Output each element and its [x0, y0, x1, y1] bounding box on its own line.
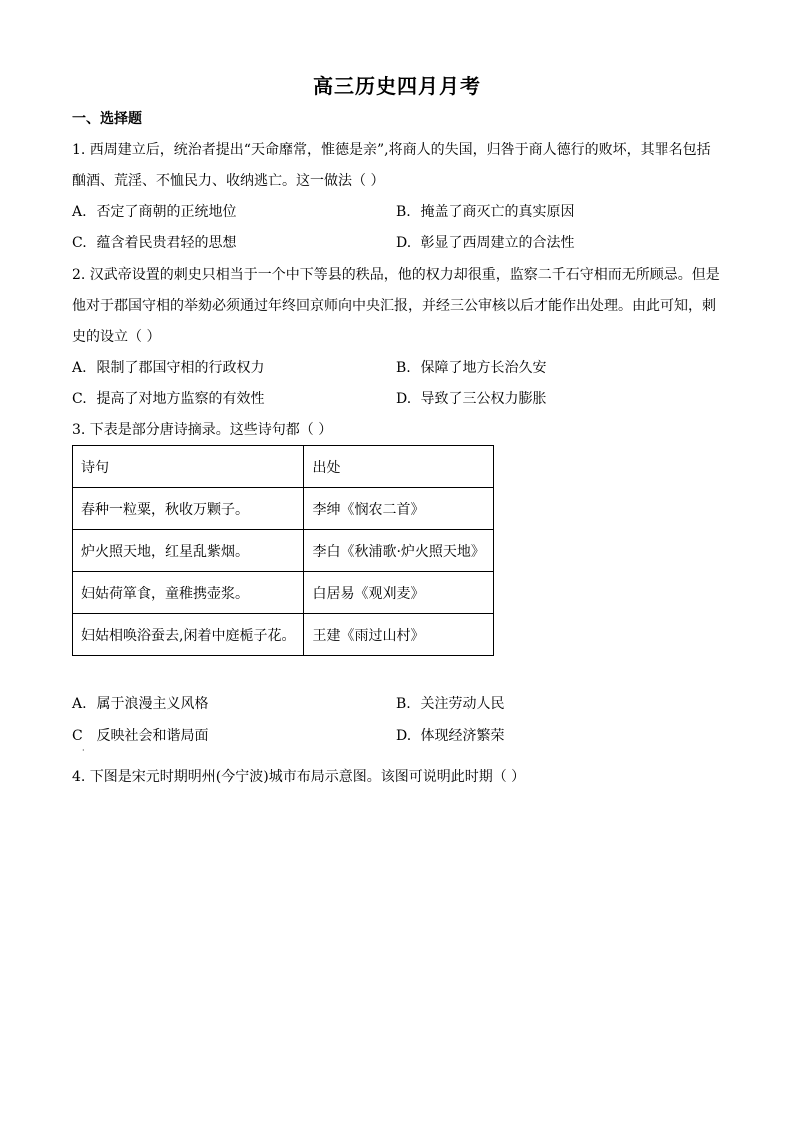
option-letter: A.: [72, 204, 87, 220]
q3-option-b[interactable]: [396, 694, 504, 714]
q2-option-d[interactable]: [396, 389, 546, 409]
table-cell: 春种一粒粟，秋收万颗子。: [73, 488, 304, 530]
q1-option-b[interactable]: [396, 202, 574, 222]
stray-dot-mark: ·: [82, 746, 85, 755]
table-header-cell: 诗句: [73, 446, 304, 488]
table-cell: 李白《秋浦歌·炉火照天地》: [304, 530, 493, 572]
q3-option-c[interactable]: [72, 726, 208, 746]
q3-option-d[interactable]: [396, 726, 504, 746]
q1-option-a[interactable]: [72, 202, 236, 222]
option-letter: B.: [396, 204, 411, 220]
option-text: 掩盖了商灭亡的真实原因: [420, 204, 575, 220]
option-text: 彰显了西周建立的合法性: [420, 235, 575, 251]
q2-option-c[interactable]: [72, 389, 264, 409]
table-cell: 妇姑荷箪食，童稚携壶浆。: [73, 572, 304, 614]
q1-option-c[interactable]: [72, 233, 236, 253]
option-text: 限制了郡国守相的行政权力: [96, 360, 265, 376]
option-text: 蕴含着民贵君轻的思想: [96, 235, 237, 251]
table-cell: 妇姑相唤浴蚕去,闲着中庭栀子花。: [73, 614, 304, 656]
table-row: [73, 530, 494, 572]
option-letter: C.: [72, 235, 87, 251]
option-text: 导致了三公权力膨胀: [420, 391, 547, 407]
option-letter: C: [72, 728, 83, 744]
table-header-cell: 出处: [304, 446, 493, 488]
table-cell: 炉火照天地，红星乱紫烟。: [73, 530, 304, 572]
option-letter: B.: [396, 696, 411, 712]
q2-stem-line2: 他对于郡国守相的举劾必须通过年终回京师向中央汇报，并经三公审核以后才能作出处理。由此可知，刺: [72, 298, 716, 314]
q4-stem-line1: 4. 下图是宋元时期明州(今宁波)城市布局示意图。该图可说明此时期（ ）: [72, 769, 526, 785]
page-title: 高三历史四月月考: [313, 74, 481, 98]
table-row: [73, 572, 494, 614]
table-header-row: [73, 446, 494, 488]
table-row: [73, 488, 494, 530]
option-text: 否定了商朝的正统地位: [96, 204, 237, 220]
table-row: [73, 614, 494, 656]
option-letter: A.: [72, 360, 87, 376]
option-letter: D.: [396, 391, 412, 407]
q2-stem-line3: 史的设立（ ）: [72, 329, 161, 345]
option-text: 保障了地方长治久安: [420, 360, 547, 376]
option-letter: A.: [72, 696, 87, 712]
option-letter: C.: [72, 391, 87, 407]
option-text: 反映社会和谐局面: [96, 728, 209, 744]
option-letter: B.: [396, 360, 411, 376]
option-text: 关注劳动人民: [420, 696, 505, 712]
q2-option-b[interactable]: [396, 358, 546, 378]
option-letter: D.: [396, 235, 412, 251]
q1-stem-line2: 酗酒、荒淫、不恤民力、收纳逃亡。这一做法（ ）: [72, 173, 385, 189]
table-cell: 李绅《悯农二首》: [304, 488, 493, 530]
q1-option-d[interactable]: [396, 233, 574, 253]
option-text: 体现经济繁荣: [420, 728, 505, 744]
q2-option-a[interactable]: [72, 358, 264, 378]
section-heading: 一、选择题: [72, 111, 142, 127]
option-text: 属于浪漫主义风格: [96, 696, 209, 712]
poem-table: [72, 445, 494, 656]
option-letter: D.: [396, 728, 412, 744]
q3-option-a[interactable]: [72, 694, 208, 714]
q3-stem-line1: 3. 下表是部分唐诗摘录。这些诗句都（ ）: [72, 422, 333, 438]
table-cell: 王建《雨过山村》: [304, 614, 493, 656]
table-cell: 白居易《观刈麦》: [304, 572, 493, 614]
q1-stem-line1: 1. 西周建立后，统治者提出“天命靡常，惟德是亲”,将商人的失国，归咎于商人德行的败坏，其罪名包括: [72, 142, 711, 158]
option-text: 提高了对地方监察的有效性: [96, 391, 265, 407]
q2-stem-line1: 2. 汉武帝设置的刺史只相当于一个中下等县的秩品，他的权力却很重，监察二千石守相而无所顾忌。但是: [72, 267, 720, 283]
